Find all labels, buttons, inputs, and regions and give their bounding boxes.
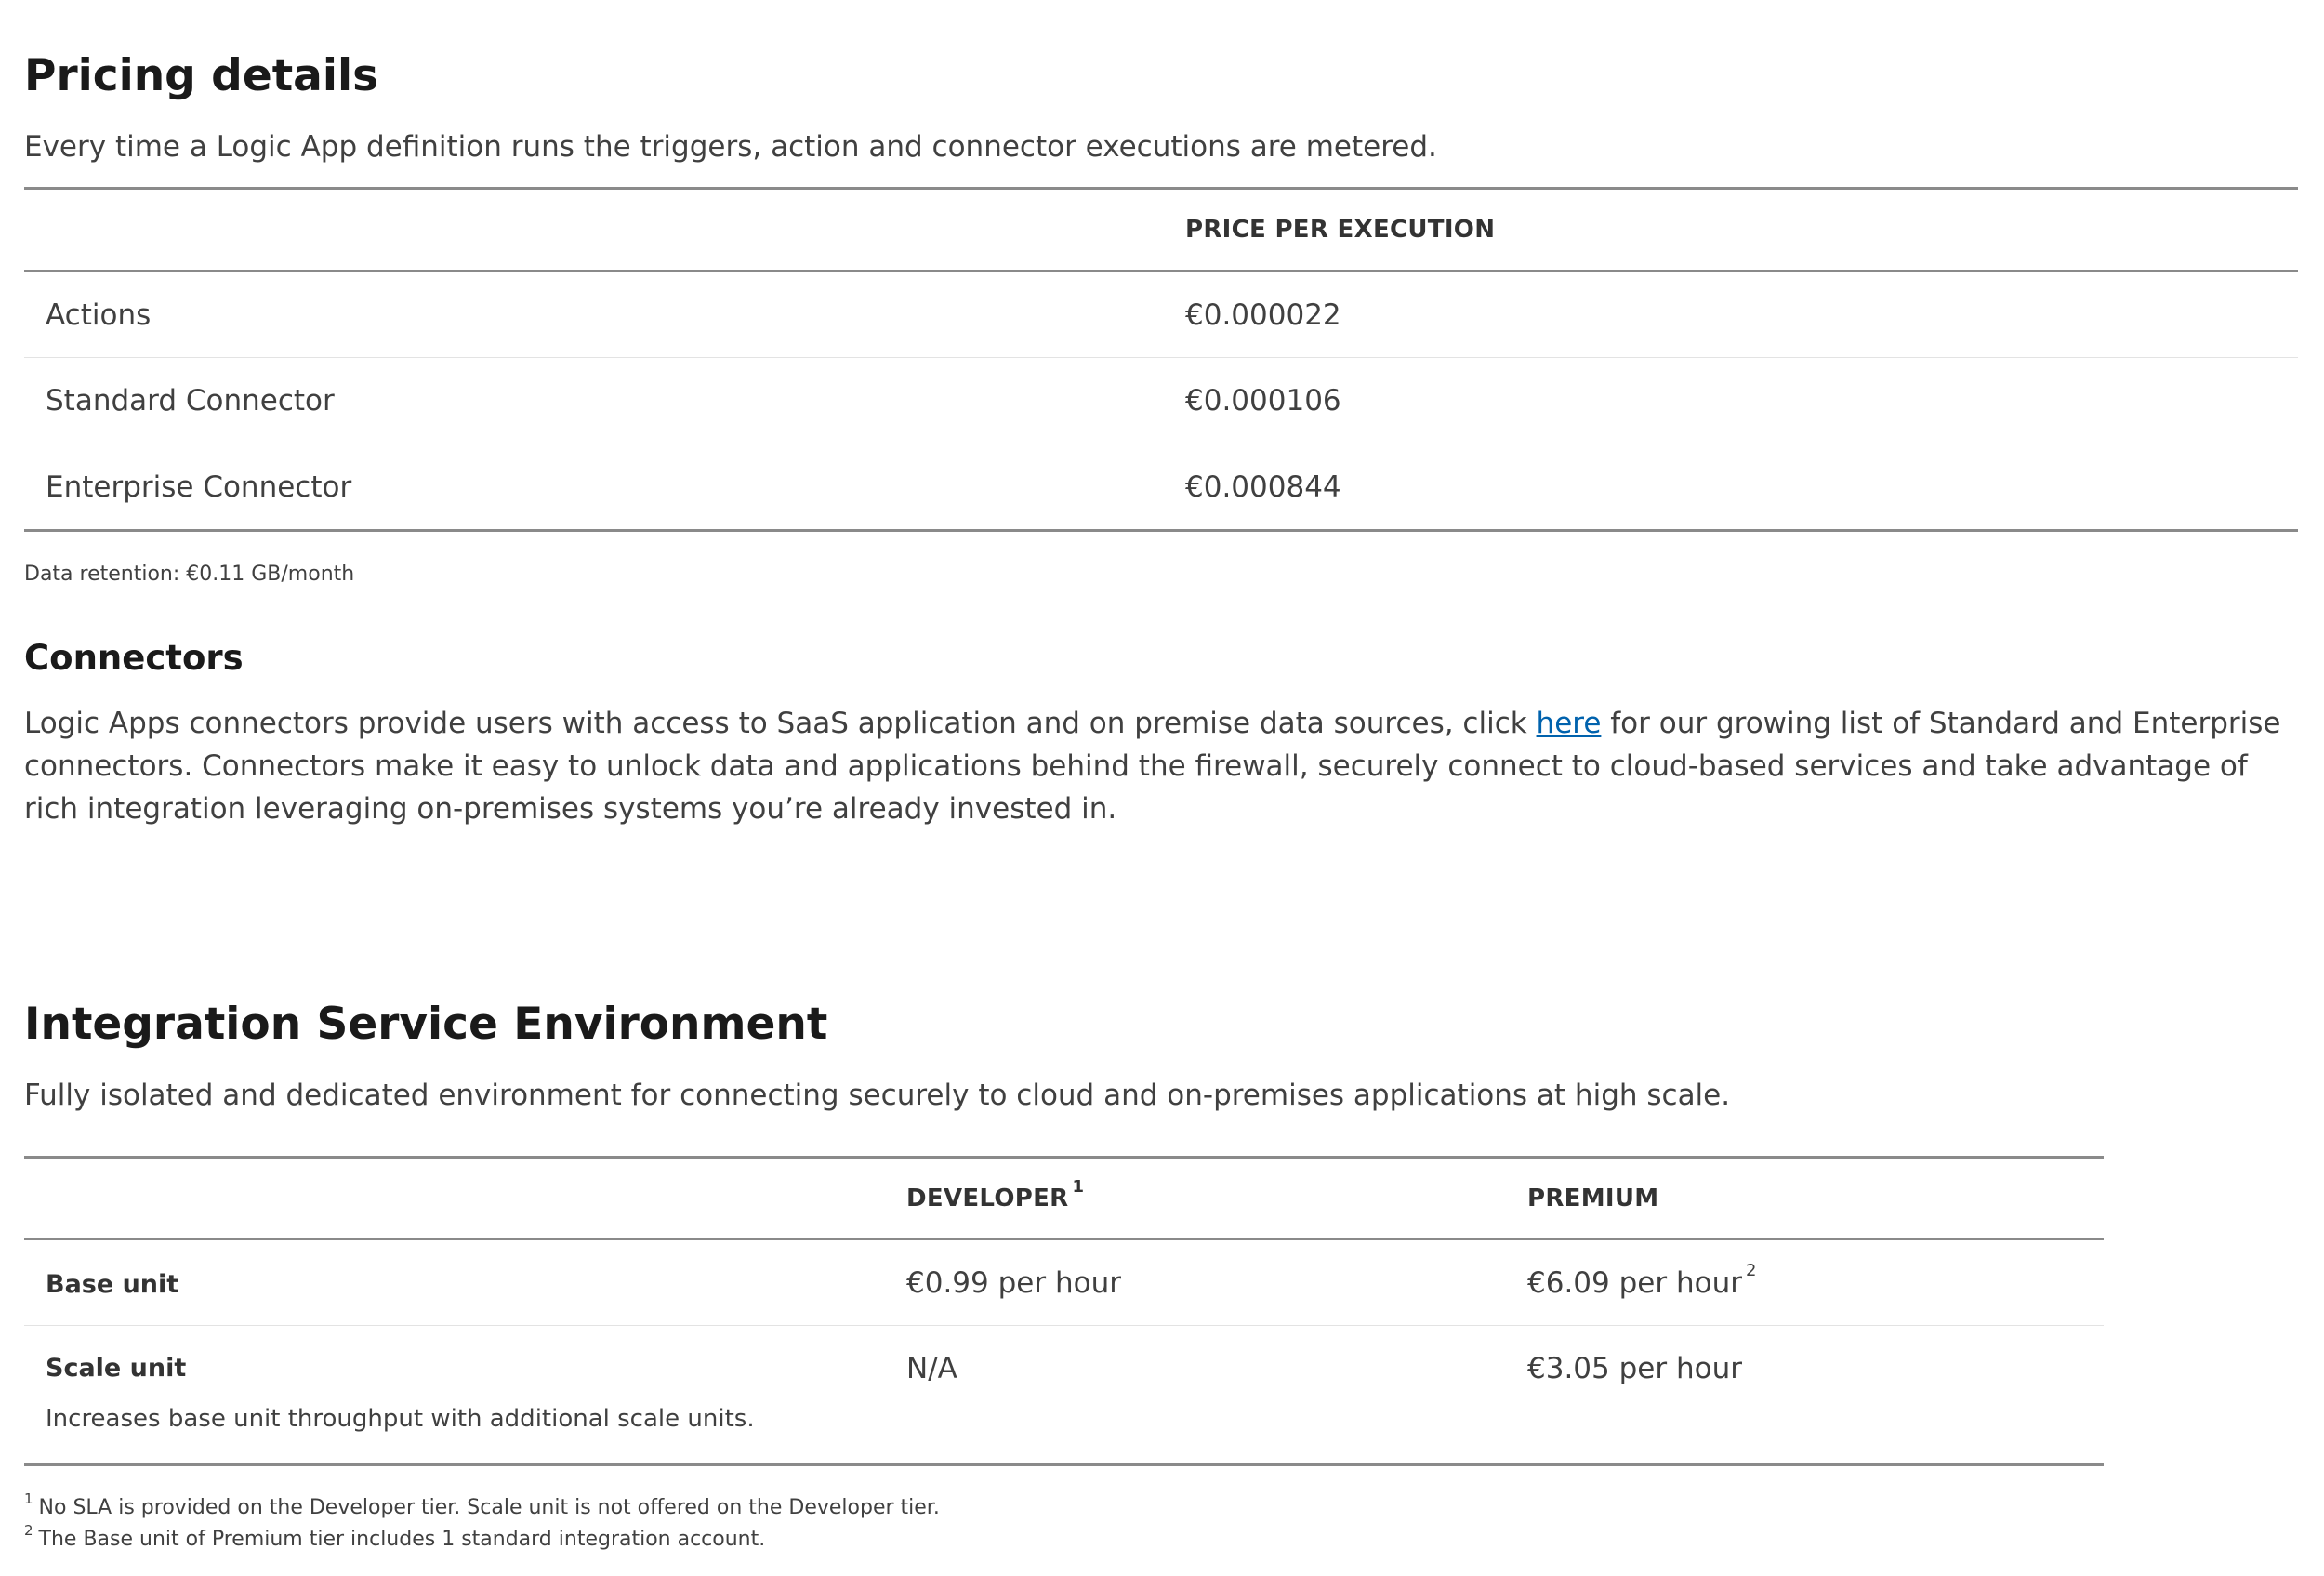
row-price-standard-connector: €0.000106 [1185, 384, 1341, 417]
ise-intro: Fully isolated and dedicated environment for connecting securely to cloud and on-premises applications at high scale. [24, 1079, 1731, 1112]
base-unit-developer-price: €0.99 per hour [906, 1265, 1121, 1300]
premium-footnote-mark: 2 [1745, 1260, 1757, 1280]
scale-unit-label: Scale unit [46, 1354, 187, 1383]
developer-header-label: DEVELOPER [906, 1184, 1069, 1212]
table-row [24, 444, 2298, 531]
scale-unit-description: Increases base unit throughput with additional scale units. [46, 1405, 755, 1433]
base-unit-label-cell [24, 1239, 906, 1326]
ise-table-header-empty [24, 1158, 906, 1239]
connectors-list-link[interactable]: here [1536, 707, 1602, 740]
pricing-details-heading: Pricing details [24, 50, 379, 101]
table-row [24, 271, 2298, 358]
pricing-table-header-empty [24, 189, 1185, 271]
developer-header [906, 1158, 1527, 1239]
connectors-heading: Connectors [24, 638, 244, 678]
connectors-text-before-link: Logic Apps connectors provide users with access to SaaS application and on premise data sources, click [24, 707, 1537, 740]
footnote-2-text: The Base unit of Premium tier includes 1 standard integration account. [38, 1528, 766, 1551]
ise-table-header-row [24, 1158, 2104, 1239]
scale-unit-developer-price: N/A [906, 1352, 957, 1385]
scale-unit-premium-price: €3.05 per hour [1527, 1352, 1742, 1385]
scale-unit-label-cell [24, 1326, 906, 1465]
pricing-table [24, 187, 2298, 532]
base-unit-premium-cell [1527, 1239, 2104, 1326]
row-price-enterprise-connector: €0.000844 [1185, 470, 1341, 504]
price-per-execution-header: PRICE PER EXECUTION [1185, 216, 1496, 244]
row-label-standard-connector: Standard Connector [46, 384, 335, 417]
developer-footnote-mark: 1 [1072, 1176, 1085, 1197]
pricing-intro: Every time a Logic App definition runs the triggers, action and connector executions are metered. [24, 130, 1437, 164]
footnote-2-mark: 2 [24, 1522, 33, 1539]
table-row [24, 358, 2298, 444]
ise-heading: Integration Service Environment [24, 999, 828, 1050]
pricing-table-header-row [24, 189, 2298, 271]
connectors-description [24, 702, 2298, 830]
footnote-1 [24, 1490, 940, 1519]
footnote-2 [24, 1522, 766, 1551]
table-row [24, 1239, 2104, 1326]
connectors-text-after-link: for our growing list of Standard and Enterprise connectors. Connectors make it easy to unlock data and applications behind the firewall, securely connect to cloud-based services and take advantage of rich integration leveraging on-premises systems you’re already invested in. [24, 707, 2281, 826]
table-row [24, 1326, 2104, 1465]
footnote-1-mark: 1 [24, 1490, 33, 1507]
row-label-actions: Actions [46, 298, 152, 332]
ise-table [24, 1156, 2104, 1466]
footnote-1-text: No SLA is provided on the Developer tier. Scale unit is not offered on the Developer tier. [38, 1496, 940, 1519]
row-label-enterprise-connector: Enterprise Connector [46, 470, 352, 504]
row-price-actions: €0.000022 [1185, 298, 1341, 332]
data-retention-note: Data retention: €0.11 GB/month [24, 563, 355, 586]
base-unit-premium-price: €6.09 per hour [1527, 1265, 1742, 1300]
premium-header: PREMIUM [1527, 1184, 1659, 1212]
base-unit-label: Base unit [46, 1269, 179, 1299]
